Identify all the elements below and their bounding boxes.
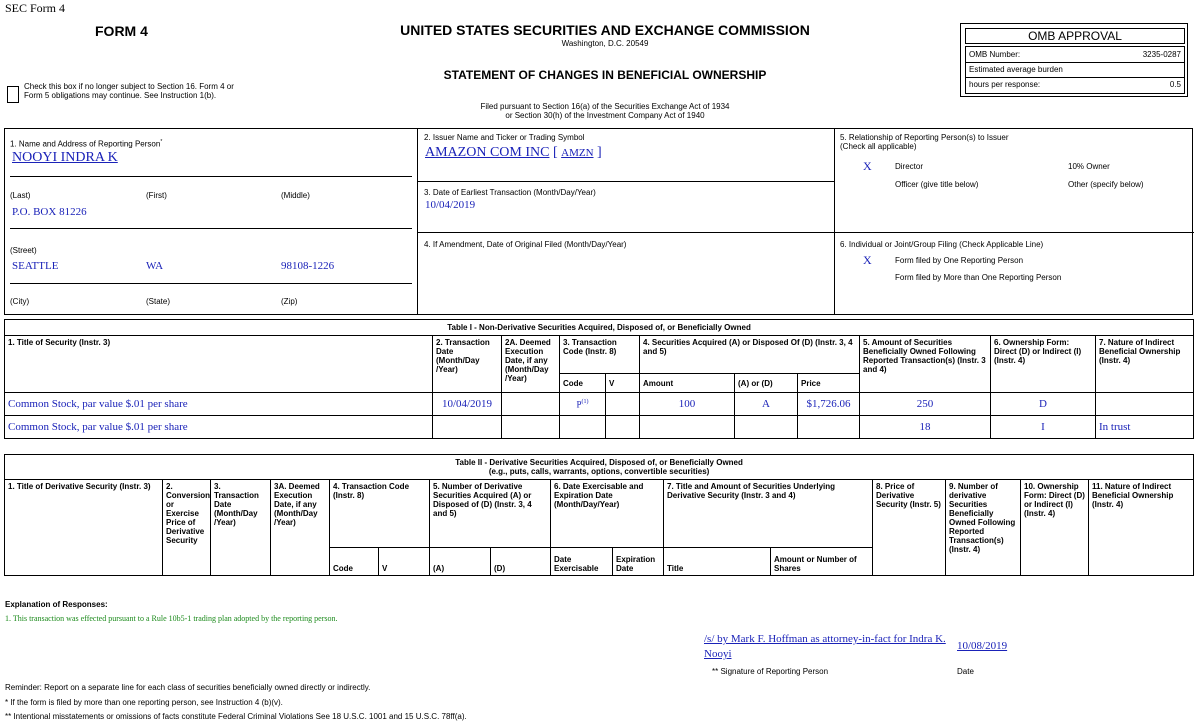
other-label: Other (specify below) [1068,180,1144,189]
t1-header-form: 6. Ownership Form: Direct (D) or Indirect (I) (Instr. 4) [991,336,1096,393]
t1-header-title: 1. Title of Security (Instr. 3) [5,336,433,393]
t1-r1-price: $1,726.06 [798,393,860,416]
t2-sub-d: (D) [491,548,551,576]
t2-header-conversion: 2. Conversion or Exercise Price of Derivative Security [163,480,211,576]
omb-burden-label: Estimated average burden [969,65,1063,74]
t2-sub-title: Title [664,548,771,576]
t2-header-title: 1. Title of Derivative Security (Instr. 3) [5,480,163,576]
ticker-link[interactable]: AMZN [561,147,594,159]
table-1-title: Table I - Non-Derivative Securities Acquired, Disposed of, or Beneficially Owned [5,320,1194,336]
officer-label: Officer (give title below) [895,180,979,189]
director-label: Director [895,162,924,171]
table-2-title-line-2: (e.g., puts, calls, warrants, options, convertible securities) [488,467,710,476]
t1-r2-deemed [502,416,560,439]
table-row [5,393,1194,416]
footnote-1: 1. This transaction was effected pursuant to a Rule 10b5-1 trading plan adopted by the reporting person. [5,614,338,623]
form-label: FORM 4 [95,23,148,39]
note-2: ** Intentional misstatements or omissions of facts constitute Federal Criminal Violations See 18 U.S.C. 1001 and 15 U.S.C. 78ff(a). [5,712,467,721]
t2-sub-exp: Expiration Date [613,548,664,576]
zip-label: (Zip) [281,297,298,306]
more-persons-label: Form filed by More than One Reporting Person [895,273,1062,282]
signature-date[interactable]: 10/08/2019 [957,640,1008,652]
table-2-title [5,455,1194,480]
t2-header-nature: 11. Nature of Indirect Beneficial Ownership (Instr. 4) [1089,480,1194,576]
box3-label: 3. Date of Earliest Transaction (Month/Day/Year) [424,188,596,197]
explanation-label: Explanation of Responses: [5,600,108,609]
state-value: WA [146,260,164,272]
director-mark: X [863,159,872,173]
t1-sub-v: V [606,374,640,393]
t1-header-code: 3. Transaction Code (Instr. 8) [560,336,640,374]
omb-number-label: OMB Number: [969,50,1021,59]
box1-label: 1. Name and Address of Reporting Person* [10,139,163,149]
t1-sub-price: Price [798,374,860,393]
t1-r2-date [433,416,502,439]
t1-header-nature: 7. Nature of Indirect Beneficial Ownership (Instr. 4) [1096,336,1194,393]
omb-approval-box [960,23,1188,97]
city-value: SEATTLE [12,260,59,272]
t1-r1-aord: A [735,393,798,416]
filed-pursuant-line-1: Filed pursuant to Section 16(a) of the Securities Exchange Act of 1934 [480,102,730,111]
t1-r2-nature: In trust [1096,416,1194,439]
t2-sub-code: Code [330,548,379,576]
t1-r1-form: D [991,393,1096,416]
reminder-note: Reminder: Report on a separate line for each class of securities beneficially owned directly or indirectly. [5,683,371,692]
section16-checkbox-label: Check this box if no longer subject to Section 16. Form 4 or Form 5 obligations may continue. See Instruction 1(b). [24,82,234,100]
t1-r1-deemed [502,393,560,416]
t1-sub-aord: (A) or (D) [735,374,798,393]
one-person-mark: X [863,253,872,267]
omb-hours-label: hours per response: [969,80,1041,89]
last-label: (Last) [10,191,31,200]
note-1: * If the form is filed by more than one reporting person, see Instruction 4 (b)(v). [5,698,283,707]
t2-sub-v: V [379,548,430,576]
t1-header-owned: 5. Amount of Securities Beneficially Owned Following Reported Transaction(s) (Instr. 3 and 4) [860,336,991,393]
city-label: (City) [10,297,30,306]
t1-r1-date: 10/04/2019 [433,393,502,416]
t1-r1-amount: 100 [640,393,735,416]
reporting-person-name[interactable]: NOOYI INDRA K [12,150,118,165]
t1-r1-v [606,393,640,416]
doc-label: SEC Form 4 [5,1,66,15]
t1-r1-code [560,393,606,416]
middle-label: (Middle) [281,191,310,200]
table-2-title-line-1: Table II - Derivative Securities Acquired, Disposed of, or Beneficially Owned [455,458,743,467]
table-2 [4,454,1194,576]
t2-header-form: 10. Ownership Form: Direct (D) or Indirect (I) (Instr. 4) [1021,480,1089,576]
t2-header-exercisable: 6. Date Exercisable and Expiration Date (Month/Day/Year) [551,480,664,548]
first-label: (First) [146,191,167,200]
t2-header-underlying: 7. Title and Amount of Securities Underlying Derivative Security (Instr. 3 and 4) [664,480,873,548]
t1-r1-nature [1096,393,1194,416]
t1-r2-form: I [991,416,1096,439]
omb-hours-value: 0.5 [1169,80,1181,89]
ten-pct-owner-label: 10% Owner [1068,162,1110,171]
agency-title: UNITED STATES SECURITIES AND EXCHANGE COMMISSION [400,22,810,38]
box4-label: 4. If Amendment, Date of Original Filed (Month/Day/Year) [424,240,627,249]
state-label: (State) [146,297,171,306]
t1-sub-code: Code [560,374,606,393]
table-1 [4,319,1194,439]
t2-header-number: 5. Number of Derivative Securities Acquired (A) or Disposed of (D) (Instr. 3, 4 and 5) [430,480,551,548]
filed-pursuant [305,102,905,120]
signature-label: ** Signature of Reporting Person [712,667,829,676]
t1-header-securities: 4. Securities Acquired (A) or Disposed Of (D) (Instr. 3, 4 and 5) [640,336,860,374]
agency-city: Washington, D.C. 20549 [561,39,649,48]
statement-title: STATEMENT OF CHANGES IN BENEFICIAL OWNERSHIP [443,68,767,82]
table-row [5,416,1194,439]
t1-r2-price [798,416,860,439]
box5-label: 5. Relationship of Reporting Person(s) to Issuer [840,133,1009,142]
street-label: (Street) [10,246,37,255]
t2-header-owned: 9. Number of derivative Securities Beneficially Owned Following Reported Transaction(s) (Instr. 4) [946,480,1021,576]
omb-details [965,46,1185,94]
t2-sub-amount: Amount or Number of Shares [771,548,873,576]
section16-checkbox[interactable] [7,86,19,103]
t2-header-date: 3. Transaction Date (Month/Day /Year) [211,480,271,576]
t2-header-deemed: 3A. Deemed Execution Date, if any (Month/Day /Year) [271,480,330,576]
t1-r1-code-value: P [576,399,582,410]
signature-link[interactable]: /s/ by Mark F. Hoffman as attorney-in-fact for Indra K. Nooyi [704,633,946,660]
t1-r2-title: Common Stock, par value $.01 per share [5,416,433,439]
zip-value: 98108-1226 [281,260,335,272]
one-person-label: Form filed by One Reporting Person [895,256,1024,265]
filed-pursuant-line-2: or Section 30(h) of the Investment Company Act of 1940 [505,111,705,120]
earliest-transaction-date: 10/04/2019 [425,199,476,211]
t1-r1-owned: 250 [860,393,991,416]
issuer-line: AMAZON COM INC [ AMZN ] [425,145,602,160]
omb-title: OMB APPROVAL [965,28,1185,44]
omb-number-value: 3235-0287 [1142,50,1181,59]
t1-r2-owned: 18 [860,416,991,439]
box2-label: 2. Issuer Name and Ticker or Trading Symbol [424,133,585,142]
t1-r2-v [606,416,640,439]
date-label: Date [957,667,974,676]
t2-header-price: 8. Price of Derivative Security (Instr. 5) [873,480,946,576]
t1-header-deemed: 2A. Deemed Execution Date, if any (Month/Day /Year) [502,336,560,393]
t1-sub-amount: Amount [640,374,735,393]
t2-sub-a: (A) [430,548,491,576]
t1-r2-amount [640,416,735,439]
t2-header-code: 4. Transaction Code (Instr. 8) [330,480,430,548]
t1-header-date: 2. Transaction Date (Month/Day /Year) [433,336,502,393]
box6-label: 6. Individual or Joint/Group Filing (Check Applicable Line) [840,240,1044,249]
footnote-ref[interactable]: (1) [581,399,589,406]
t1-r2-code [560,416,606,439]
issuer-name-link[interactable]: AMAZON COM INC [425,145,550,160]
t1-r1-title: Common Stock, par value $.01 per share [5,393,433,416]
box5-sub: (Check all applicable) [840,142,917,151]
t1-r2-aord [735,416,798,439]
address-value: P.O. BOX 81226 [12,206,87,218]
t2-sub-date-ex: Date Exercisable [551,548,613,576]
